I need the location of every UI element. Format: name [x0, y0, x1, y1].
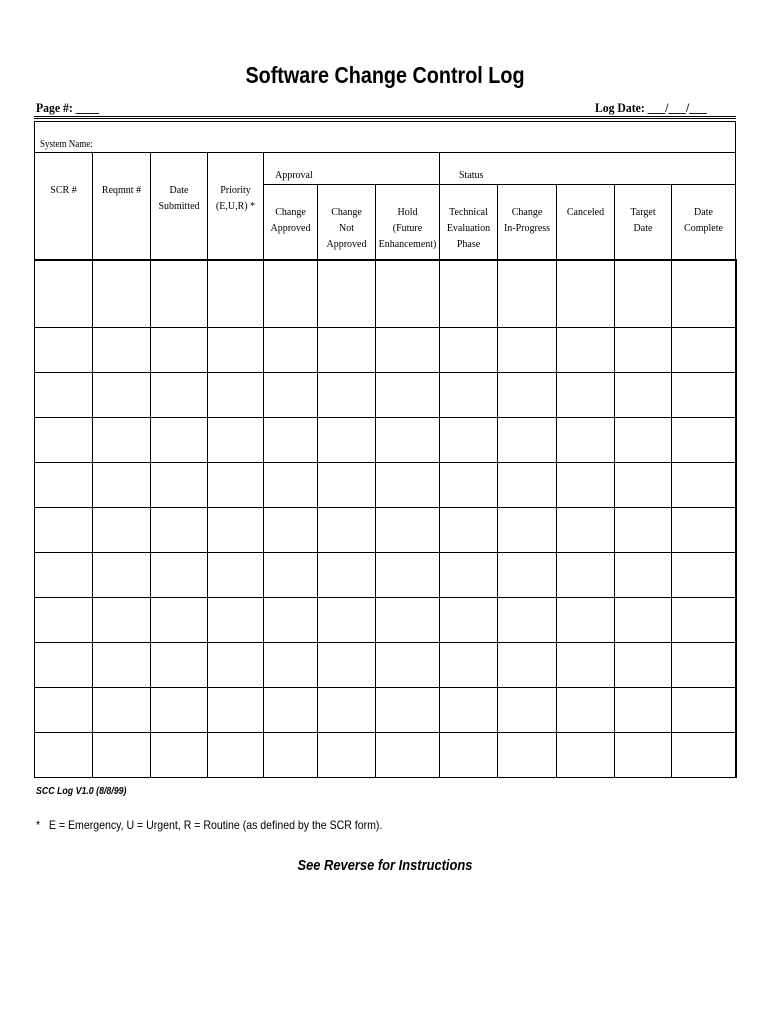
entry-cell[interactable] [264, 598, 318, 643]
entry-cell[interactable] [264, 418, 318, 463]
entry-cell[interactable] [672, 643, 737, 688]
entry-cell[interactable] [151, 463, 208, 508]
entry-cell[interactable] [318, 553, 376, 598]
entry-cell[interactable] [557, 643, 615, 688]
table-row [35, 643, 737, 688]
entry-cell[interactable] [440, 733, 498, 778]
entry-cell[interactable] [208, 373, 264, 418]
entry-cell[interactable] [672, 260, 737, 328]
entry-cell[interactable] [440, 418, 498, 463]
entry-cell[interactable] [672, 463, 737, 508]
entry-cell[interactable] [615, 463, 672, 508]
entry-cell[interactable] [264, 328, 318, 373]
entry-cell[interactable] [318, 373, 376, 418]
col-header-priority: Priority (E,U,R) * [215, 185, 256, 212]
entry-cell[interactable] [93, 260, 151, 328]
entry-cell[interactable] [498, 688, 557, 733]
log-date-field[interactable]: Log Date: ___/___/___ [595, 100, 707, 115]
entry-cell[interactable] [208, 643, 264, 688]
entry-cell[interactable] [208, 553, 264, 598]
entry-cell[interactable] [93, 463, 151, 508]
entry-cell[interactable] [35, 733, 93, 778]
entry-cell[interactable] [35, 553, 93, 598]
entry-cell[interactable] [376, 260, 440, 328]
entry-cell[interactable] [615, 553, 672, 598]
entry-cell[interactable] [557, 598, 615, 643]
entry-cell[interactable] [93, 508, 151, 553]
entry-cell[interactable] [93, 733, 151, 778]
col-header-change-not-approved: Change Not Approved [326, 207, 367, 250]
table-row [35, 260, 737, 328]
entry-cell[interactable] [208, 418, 264, 463]
entry-cell[interactable] [440, 463, 498, 508]
entry-cell[interactable] [498, 733, 557, 778]
entry-cell[interactable] [35, 373, 93, 418]
entry-cell[interactable] [93, 688, 151, 733]
system-name-rule [34, 152, 736, 153]
entry-cell[interactable] [35, 598, 93, 643]
entry-cell[interactable] [151, 733, 208, 778]
entry-cell[interactable] [557, 463, 615, 508]
table-row [35, 463, 737, 508]
entry-cell[interactable] [318, 463, 376, 508]
entry-cell[interactable] [151, 373, 208, 418]
entry-cell[interactable] [151, 508, 208, 553]
table-row [35, 598, 737, 643]
entry-cell[interactable] [35, 508, 93, 553]
entry-cell[interactable] [440, 598, 498, 643]
table-row [35, 553, 737, 598]
entry-cell[interactable] [672, 733, 737, 778]
entry-cell[interactable] [93, 418, 151, 463]
entry-cell[interactable] [264, 373, 318, 418]
table-row [35, 418, 737, 463]
entry-cell[interactable] [376, 733, 440, 778]
entry-cell[interactable] [557, 553, 615, 598]
entry-cell[interactable] [318, 418, 376, 463]
entry-cell[interactable] [440, 643, 498, 688]
entry-cell[interactable] [557, 508, 615, 553]
entry-cell[interactable] [440, 373, 498, 418]
entry-cell[interactable] [440, 328, 498, 373]
entry-cell[interactable] [557, 733, 615, 778]
entry-cell[interactable] [318, 733, 376, 778]
approval-group-header: Approval [275, 170, 313, 181]
header-divider [556, 184, 557, 259]
entry-cell[interactable] [498, 508, 557, 553]
entry-cell[interactable] [318, 598, 376, 643]
entry-cell[interactable] [151, 688, 208, 733]
entry-cell[interactable] [264, 508, 318, 553]
entry-cell[interactable] [615, 598, 672, 643]
table-row [35, 373, 737, 418]
entry-cell[interactable] [498, 418, 557, 463]
entry-cell[interactable] [35, 260, 93, 328]
entry-cell[interactable] [498, 260, 557, 328]
entry-cell[interactable] [208, 598, 264, 643]
entry-cell[interactable] [264, 733, 318, 778]
page-title: Software Change Control Log [245, 62, 525, 88]
entry-cell[interactable] [615, 643, 672, 688]
entry-cell[interactable] [151, 643, 208, 688]
col-header-scr: SCR # [50, 185, 77, 196]
entry-cell[interactable] [208, 328, 264, 373]
entry-cell[interactable] [376, 418, 440, 463]
table-row [35, 508, 737, 553]
col-header-target-date: Target Date [630, 207, 656, 234]
entry-cell[interactable] [672, 598, 737, 643]
col-header-date-submitted: Date Submitted [158, 185, 200, 212]
entry-cell[interactable] [557, 373, 615, 418]
group-header-rule [263, 184, 736, 185]
entry-cell[interactable] [208, 463, 264, 508]
entry-cell[interactable] [557, 688, 615, 733]
form-version: SCC Log V1.0 (8/8/99) [36, 786, 127, 797]
entry-cell[interactable] [615, 373, 672, 418]
entry-cell[interactable] [376, 553, 440, 598]
entry-cell[interactable] [498, 463, 557, 508]
table-row [35, 688, 737, 733]
entry-cell[interactable] [35, 418, 93, 463]
entry-cell[interactable] [35, 643, 93, 688]
entry-cell[interactable] [672, 328, 737, 373]
col-header-reqmnt: Reqmnt # [101, 185, 142, 196]
entry-cell[interactable] [35, 328, 93, 373]
col-header-technical-evaluation: Technical Evaluation Phase [446, 207, 491, 250]
entry-cell[interactable] [151, 418, 208, 463]
entry-cell[interactable] [672, 418, 737, 463]
entry-cell[interactable] [151, 260, 208, 328]
entry-cell[interactable] [615, 418, 672, 463]
entry-cell[interactable] [440, 508, 498, 553]
entry-cell[interactable] [93, 373, 151, 418]
entry-cell[interactable] [264, 260, 318, 328]
log-entry-grid [34, 259, 737, 778]
see-reverse-note: See Reverse for Instructions [297, 857, 473, 874]
col-header-hold: Hold (Future Enhancement) [378, 207, 437, 250]
entry-cell[interactable] [376, 373, 440, 418]
entry-cell[interactable] [151, 328, 208, 373]
entry-cell[interactable] [672, 373, 737, 418]
entry-cell[interactable] [151, 598, 208, 643]
entry-cell[interactable] [93, 598, 151, 643]
entry-cell[interactable] [208, 733, 264, 778]
entry-cell[interactable] [93, 553, 151, 598]
entry-cell[interactable] [93, 328, 151, 373]
col-header-canceled: Canceled [566, 207, 605, 218]
header-divider [92, 152, 93, 259]
entry-cell[interactable] [672, 688, 737, 733]
entry-cell[interactable] [318, 328, 376, 373]
entry-cell[interactable] [93, 643, 151, 688]
priority-footnote: * E = Emergency, U = Urgent, R = Routine (as defined by the SCR form). [36, 818, 383, 832]
entry-cell[interactable] [208, 508, 264, 553]
entry-cell[interactable] [615, 688, 672, 733]
col-header-change-approved: Change Approved [270, 207, 311, 234]
system-name-field[interactable]: System Name: [40, 139, 93, 150]
entry-cell[interactable] [498, 553, 557, 598]
entry-cell[interactable] [376, 598, 440, 643]
entry-cell[interactable] [557, 260, 615, 328]
entry-cell[interactable] [498, 328, 557, 373]
status-group-header: Status [459, 170, 484, 181]
entry-cell[interactable] [376, 463, 440, 508]
entry-cell[interactable] [151, 553, 208, 598]
entry-cell[interactable] [615, 260, 672, 328]
entry-cell[interactable] [672, 553, 737, 598]
entry-cell[interactable] [440, 688, 498, 733]
entry-cell[interactable] [498, 373, 557, 418]
entry-cell[interactable] [376, 508, 440, 553]
entry-cell[interactable] [35, 688, 93, 733]
entry-cell[interactable] [376, 643, 440, 688]
entry-cell[interactable] [615, 508, 672, 553]
entry-cell[interactable] [264, 688, 318, 733]
entry-cell[interactable] [318, 508, 376, 553]
entry-cell[interactable] [498, 598, 557, 643]
entry-cell[interactable] [498, 643, 557, 688]
table-row [35, 328, 737, 373]
entry-cell[interactable] [208, 688, 264, 733]
entry-cell[interactable] [376, 328, 440, 373]
entry-cell[interactable] [264, 643, 318, 688]
header-rule [34, 116, 736, 119]
table-row [35, 733, 737, 778]
entry-cell[interactable] [318, 260, 376, 328]
entry-cell[interactable] [615, 328, 672, 373]
entry-cell[interactable] [672, 508, 737, 553]
entry-cell[interactable] [376, 688, 440, 733]
entry-cell[interactable] [615, 733, 672, 778]
entry-cell[interactable] [440, 260, 498, 328]
entry-cell[interactable] [264, 463, 318, 508]
entry-cell[interactable] [557, 328, 615, 373]
entry-cell[interactable] [557, 418, 615, 463]
col-header-date-complete: Date Complete [684, 207, 723, 234]
entry-cell[interactable] [35, 463, 93, 508]
entry-cell[interactable] [440, 553, 498, 598]
col-header-change-in-progress: Change In-Progress [503, 207, 551, 234]
entry-cell[interactable] [208, 260, 264, 328]
page-number-field[interactable]: Page #: ____ [36, 100, 100, 115]
entry-cell[interactable] [318, 688, 376, 733]
entry-cell[interactable] [318, 643, 376, 688]
entry-cell[interactable] [264, 553, 318, 598]
